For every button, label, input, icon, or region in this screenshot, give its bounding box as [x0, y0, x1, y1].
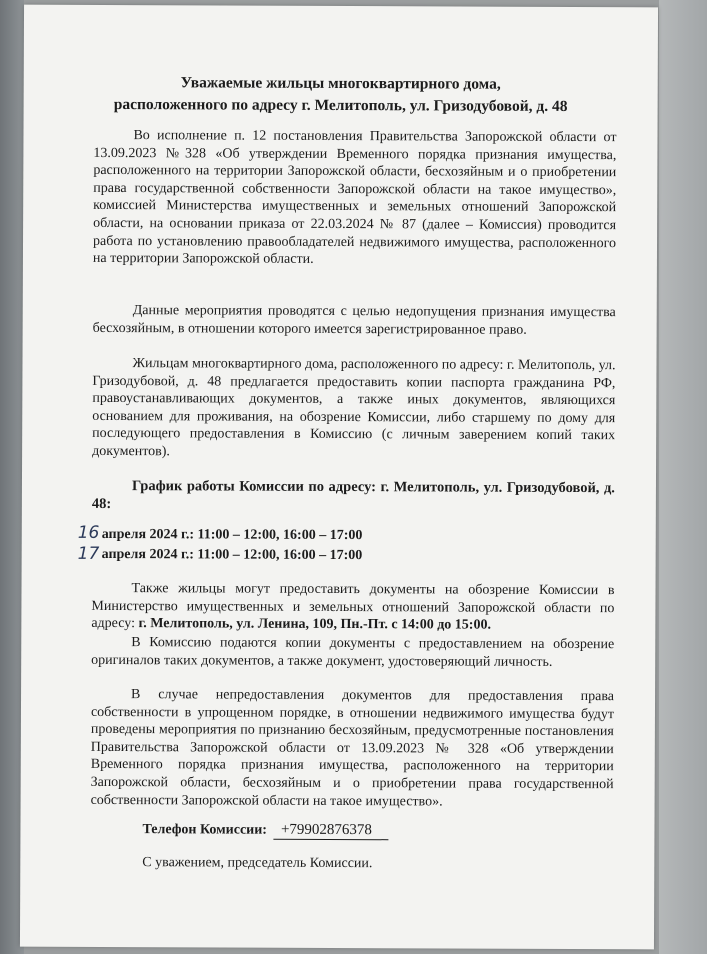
paragraph-ministry-address [91, 580, 614, 635]
paragraph-legal-basis: Во исполнение п. 12 постановления Правительства Запорожской области от 13.09.2023 №328 «Об утверждении Временного порядка признания имущества, расположенного на территории Запорожской области, бесхозяйным и о приобретении права государственной собственности Запорожской области на такое имущество», комиссией Министерства имущественных и земельных отношений Запорожской области, на основании приказа от 22.03.2024 № 87 (далее – Комиссия) проводится работа по установлению правообладателей недвижимого имущества, расположенного на территории Запорожской области. [92, 128, 617, 268]
ministry-address-bold: г. Мелитополь, ул. Ленина, 109, Пн.-Пт. с 14:00 до 15:00. [138, 616, 492, 633]
phone-label: Телефон Комиссии: [142, 822, 268, 838]
paragraph-purpose: Данные мероприятия проводятся с целью недопущения признания имущества бесхозяйным, в отношении которого имеется зарегистрированное право. [92, 303, 616, 338]
background-right [659, 0, 707, 954]
schedule-line-1: апреля 2024 г.: 11:00 – 12:00, 16:00 – 17:00 [101, 526, 363, 544]
paragraph-consequences: В случае непредоставления документов для предоставления права собственности в упрощенном порядке, в отношении недвижимого имущества будут проведены мероприятия по признанию бесхозяйным, предусмотренные постановления Правительства Запорожской области от 13.09.2023 № 328 «Об утверждении Временного порядка признания имущества, расположенного на территории Запорожской области, бесхозяйным и о приобретении права государственной собственности Запорожской области на такое имущество». [90, 687, 615, 810]
signoff: С уважением, председатель Комиссии. [142, 855, 373, 872]
schedule-line-2: апреля 2024 г.: 11:00 – 12:00, 16:00 – 17:00 [101, 546, 363, 564]
ministry-address-text: Также жильцы могут предоставить документы на обозрение Комиссии в Министерство имущественных и земельных отношений Запорожской области по адресу: [91, 581, 615, 632]
notice-title-line2: расположенного по адресу г. Мелитополь, ул. Гризодубовой, д. 48 [113, 96, 568, 115]
phone-number: +79902876378 [273, 822, 388, 841]
notice-title-line1: Уважаемые жильцы многоквартирного дома, [180, 74, 501, 93]
schedule-heading: График работы Комиссии по адресу: г. Мелитополь, ул. Гризодубовой, д. 48: [91, 478, 615, 513]
paragraph-request: Жильцам многоквартирного дома, расположенного по адресу: г. Мелитополь, ул. Гризодубовой, д. 48 предлагается предоставить копии паспорта гражданина РФ, правоустанавливающих документов, а также иных документов, являющихся основанием для проживания, на обозрение Комиссии, либо старшему по дому для последующего предоставления в Комиссию (с личным заверением копий таких документов). [92, 356, 616, 460]
notice-sheet [20, 5, 658, 950]
paragraph-copies: В Комиссию подаются копии документы с предоставлением на обозрение оригиналов таких документов, а также документ, удостоверяющий личность. [91, 635, 615, 670]
handwritten-day-2: 17 [77, 543, 100, 564]
handwritten-day-1: 16 [77, 522, 100, 543]
commission-phone [142, 821, 388, 840]
